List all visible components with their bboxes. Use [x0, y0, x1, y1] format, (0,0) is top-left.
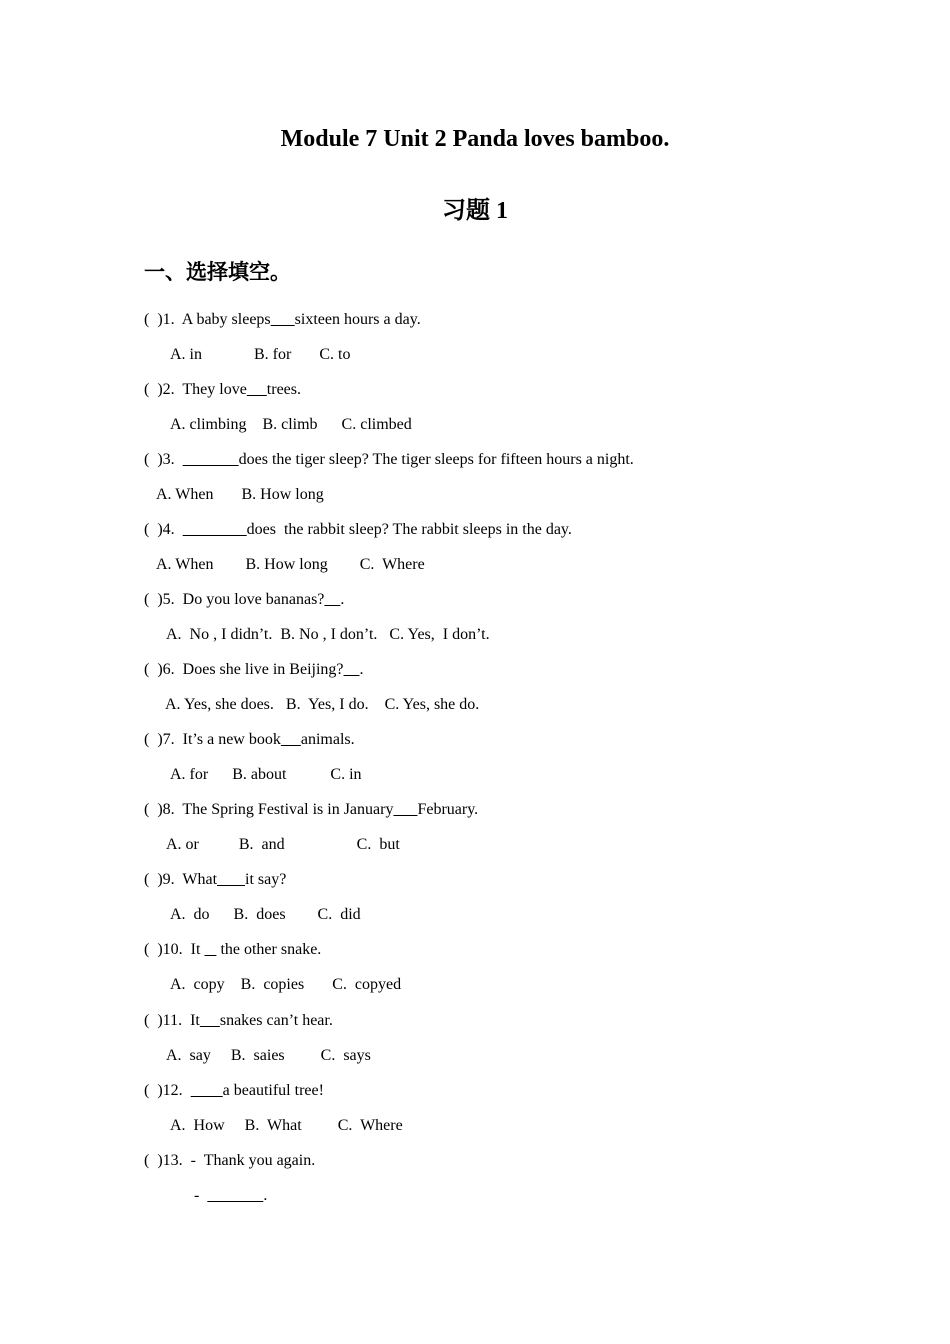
question-12-options: A. How B. What C. Where — [170, 1117, 403, 1134]
question-4: ( )4. does the rabbit sleep? The rabbit sleeps in the day. — [144, 521, 572, 538]
question-6: ( )6. Does she live in Beijing? . — [144, 661, 364, 678]
answer-blank — [207, 1187, 263, 1204]
question-10-options: A. copy B. copies C. copyed — [170, 976, 402, 993]
answer-blank — [324, 591, 340, 608]
question-1: ( )1. A baby sleeps sixteen hours a day. — [144, 311, 421, 328]
question-5: ( )5. Do you love bananas? . — [144, 591, 345, 608]
question-1-options: A. in B. for C. to — [170, 346, 351, 363]
question-8-options: A. or B. and C. but — [166, 836, 400, 853]
question-7: ( )7. It’s a new book animals. — [144, 731, 355, 748]
question-5-options: A. No , I didn’t. B. No , I don’t. C. Yes, I don’t. — [166, 626, 490, 643]
answer-blank — [183, 451, 239, 468]
question-9: ( )9. What it say? — [144, 871, 287, 888]
question-13: ( )13. - Thank you again. — [144, 1152, 316, 1169]
answer-blank — [344, 661, 360, 678]
question-2: ( )2. They love trees. — [144, 381, 301, 398]
answer-blank — [271, 311, 295, 328]
page-subtitle: 习题 1 — [442, 198, 508, 224]
answer-blank — [191, 1082, 223, 1099]
answer-blank — [247, 381, 267, 398]
question-8: ( )8. The Spring Festival is in January February. — [144, 801, 479, 818]
question-11-options: A. say B. saies C. says — [166, 1047, 371, 1064]
question-3: ( )3. does the tiger sleep? The tiger sleeps for fifteen hours a night. — [144, 451, 634, 468]
question-9-options: A. do B. does C. did — [170, 906, 361, 923]
answer-blank — [204, 941, 216, 958]
question-7-options: A. for B. about C. in — [170, 766, 362, 783]
answer-blank — [393, 801, 417, 818]
question-3-options: A. When B. How long — [156, 486, 324, 503]
answer-blank — [281, 731, 301, 748]
question-4-options: A. When B. How long C. Where — [156, 556, 425, 573]
answer-blank — [183, 521, 247, 538]
answer-blank — [200, 1012, 220, 1029]
question-2-options: A. climbing B. climb C. climbed — [170, 416, 412, 433]
question-13-answer: - . — [194, 1187, 268, 1204]
section-heading: 一、选择填空。 — [144, 260, 291, 284]
question-10: ( )10. It the other snake. — [144, 941, 322, 958]
question-11: ( )11. It snakes can’t hear. — [144, 1012, 333, 1029]
answer-blank — [217, 871, 245, 888]
question-12: ( )12. a beautiful tree! — [144, 1082, 324, 1099]
page-title: Module 7 Unit 2 Panda loves bamboo. — [280, 126, 670, 152]
question-6-options: A. Yes, she does. B. Yes, I do. C. Yes, she do. — [165, 696, 480, 713]
